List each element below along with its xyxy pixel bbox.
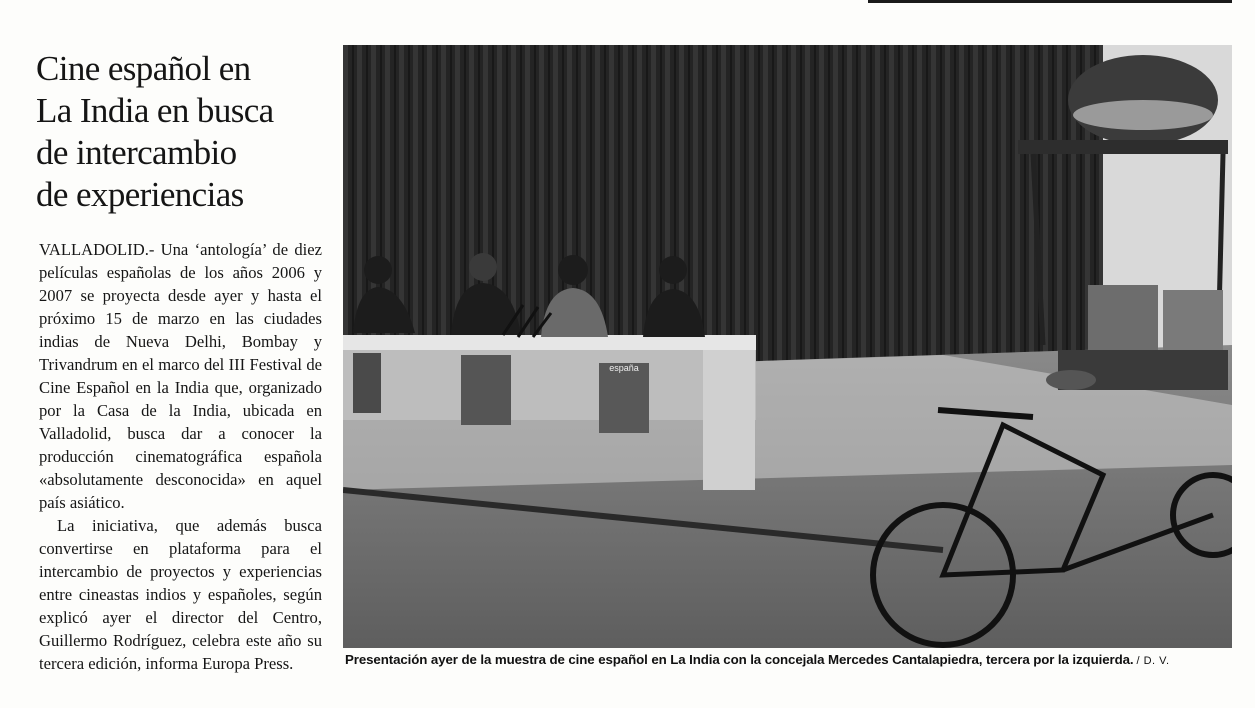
photo-credit: / D. V. bbox=[1136, 655, 1170, 667]
headline-line-2: La India en busca bbox=[36, 91, 274, 130]
headline bbox=[36, 48, 336, 216]
caption-text: Presentación ayer de la muestra de cine español en La India con la concejala Mercedes Cantalapiedra, tercera por la izquierda. bbox=[345, 652, 1134, 667]
paragraph-2: La iniciativa, que además busca convertirse en plataforma para el intercambio de proyectos y experiencias entre cineastas indios y españoles, según explicó ayer el director del Centro, Guillermo Rodríguez, celebra este año su tercera edición, informa Europa Press. bbox=[39, 516, 322, 673]
paragraph-1: VALLADOLID.- Una ‘antología’ de diez películas españolas de los años 2006 y 2007 se proyecta desde ayer y hasta el próximo 15 de marzo en las ciudades indias de Nueva Delhi, Bombay y Trivandrum en el marco del III Festival de Cine Español en la India que, organizado por la Casa de la India, ubicada en Valladolid, busca dar a conocer la producción cinematográfica española «absolutamente desconocida» en aquel país asiático. bbox=[39, 240, 322, 512]
article-body bbox=[39, 238, 322, 675]
poster-label: españa bbox=[609, 363, 639, 373]
press-conference-photo bbox=[343, 45, 1232, 648]
headline-line-1: Cine español en bbox=[36, 49, 251, 88]
photo-caption bbox=[345, 652, 1245, 667]
top-rule bbox=[868, 0, 1232, 3]
headline-line-4: de experiencias bbox=[36, 175, 244, 214]
headline-line-3: de intercambio bbox=[36, 133, 237, 172]
